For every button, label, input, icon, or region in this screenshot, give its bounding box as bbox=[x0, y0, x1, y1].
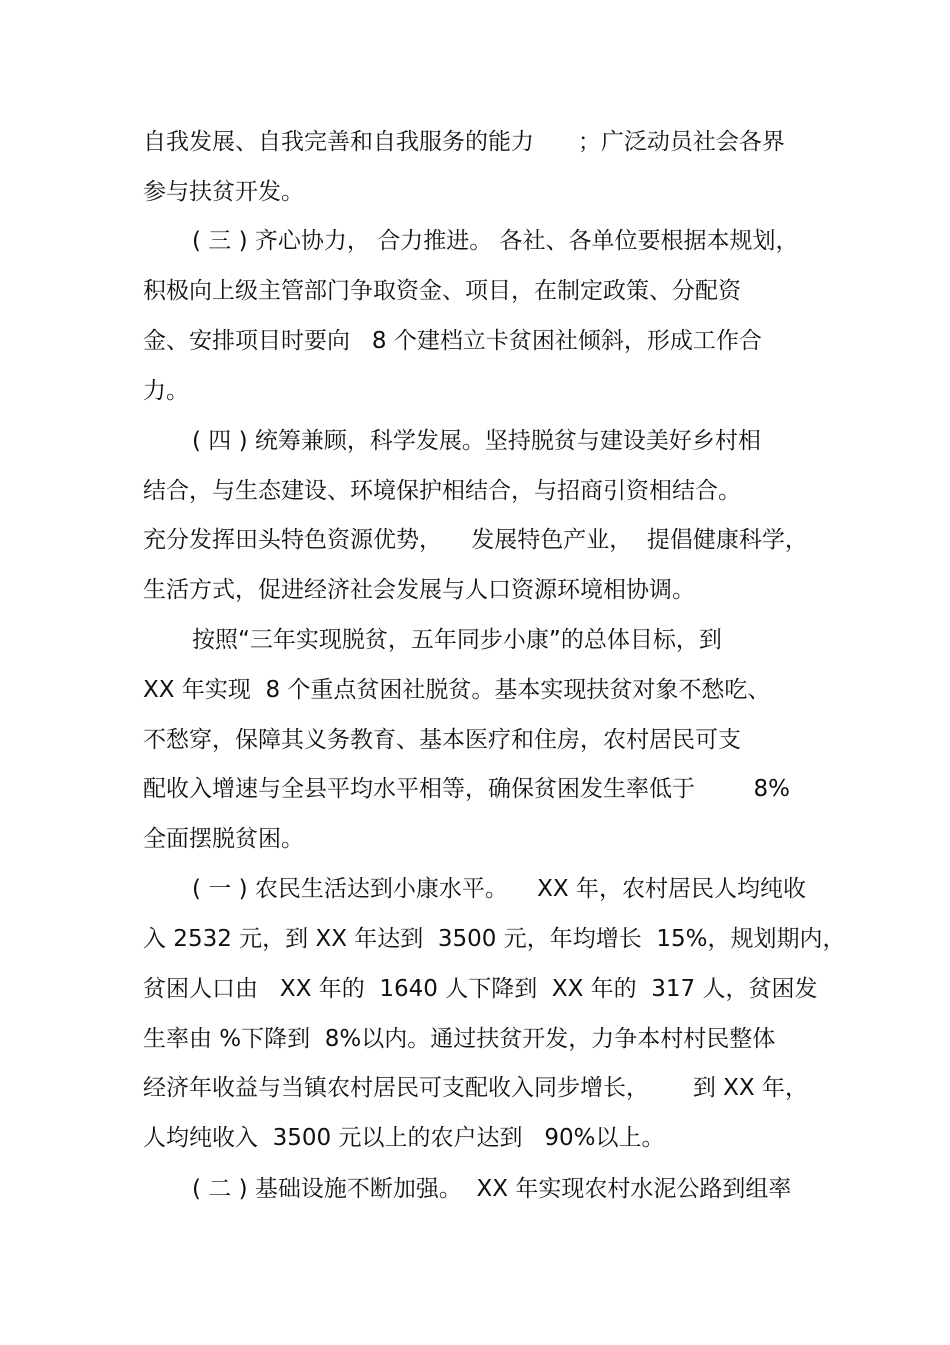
text-line: 自我发展、自我完善和自我服务的能力 ；广泛动员社会各界 bbox=[143, 129, 785, 155]
text-line: 结合，与生态建设、环境保护相结合，与招商引资相结合。 bbox=[143, 478, 741, 504]
text-line: 入 2532 元，到 XX 年达到 3500 元，年均增长 15%，规划期内， bbox=[143, 926, 846, 952]
text-line: 充分发挥田头特色资源优势， 发展特色产业， 提倡健康科学， bbox=[143, 527, 808, 553]
text-line: 生活方式，促进经济社会发展与人口资源环境相协调。 bbox=[143, 577, 695, 603]
text-line: XX 年实现 8 个重点贫困社脱贫。基本实现扶贫对象不愁吃、 bbox=[143, 677, 771, 703]
paragraph-start: 按照“三年实现脱贫，五年同步小康”的总体目标，到 bbox=[192, 627, 722, 653]
text-line: 不愁穿，保障其义务教育、基本医疗和住房，农村居民可支 bbox=[143, 727, 741, 753]
text-line: 参与扶贫开发。 bbox=[143, 179, 304, 205]
text-line: 金、安排项目时要向 8 个建档立卡贫困社倾斜，形成工作合 bbox=[143, 328, 762, 354]
text-line: 配收入增速与全县平均水平相等，确保贫困发生率低于 8% bbox=[143, 776, 790, 802]
section-heading-3: ( 三 ) 齐心协力， 合力推进。 各社、各单位要根据本规划， bbox=[192, 228, 799, 254]
section-heading-1: ( 一 ) 农民生活达到小康水平。 XX 年，农村居民人均纯收 bbox=[192, 876, 806, 902]
section-heading-4: ( 四 ) 统筹兼顾，科学发展。坚持脱贫与建设美好乡村相 bbox=[192, 428, 761, 454]
text-line: 经济年收益与当镇农村居民可支配收入同步增长， 到 XX 年， bbox=[143, 1075, 809, 1101]
section-heading-2: ( 二 ) 基础设施不断加强。 XX 年实现农村水泥公路到组率 bbox=[192, 1176, 792, 1202]
text-line: 人均纯收入 3500 元以上的农户达到 90%以上。 bbox=[143, 1125, 665, 1151]
text-line: 贫困人口由 XX 年的 1640 人下降到 XX 年的 317 人，贫困发 bbox=[143, 976, 818, 1002]
text-line: 积极向上级主管部门争取资金、项目，在制定政策、分配资 bbox=[143, 278, 741, 304]
text-line: 力。 bbox=[143, 378, 189, 404]
text-line: 全面摆脱贫困。 bbox=[143, 826, 304, 852]
text-line: 生率由 %下降到 8%以内。通过扶贫开发，力争本村村民整体 bbox=[143, 1026, 776, 1052]
